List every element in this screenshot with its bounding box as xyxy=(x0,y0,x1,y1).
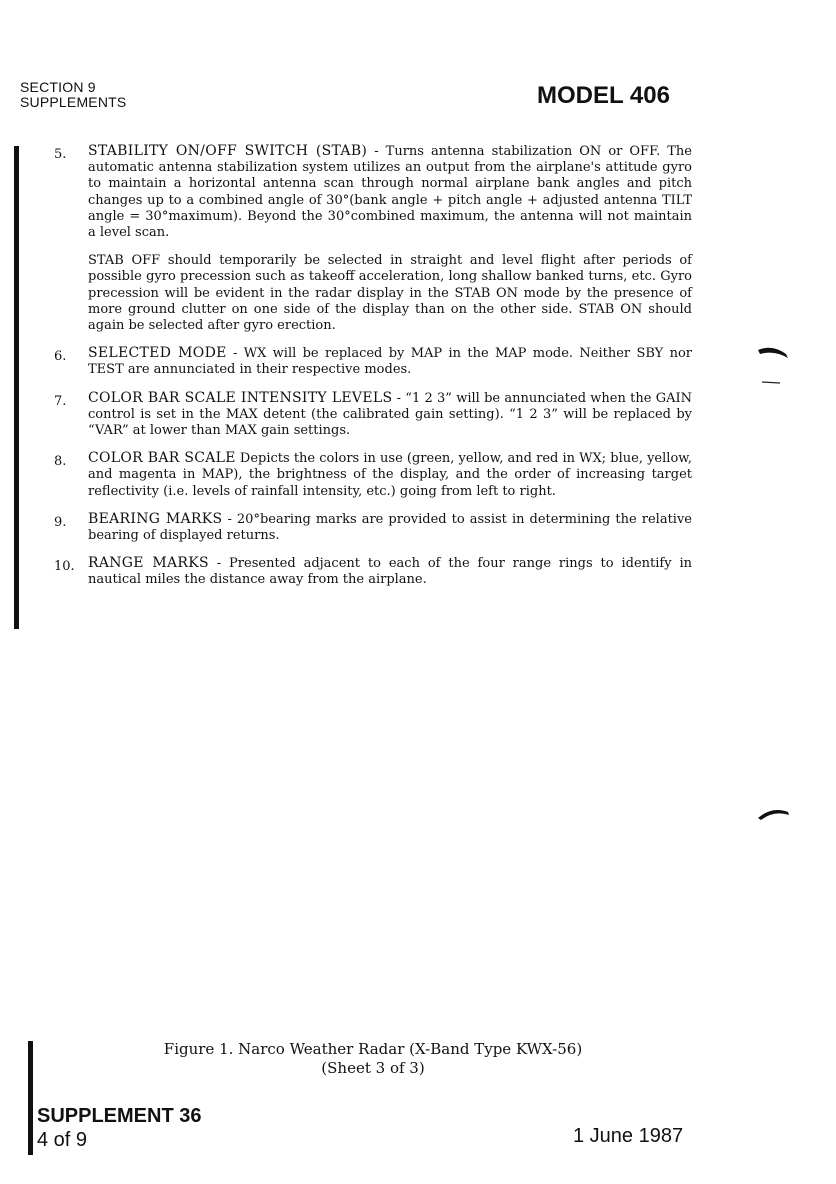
item-number: 8. xyxy=(54,454,67,470)
section-header xyxy=(20,80,126,110)
caption-sheet: (Sheet 3 of 3) xyxy=(321,1059,425,1077)
binder-hole-shadow-icon xyxy=(756,340,796,390)
revision-date: 1 June 1987 xyxy=(573,1125,684,1147)
item-text: - WX will be replaced by MAP in the MAP mode. Neither SBY nor TEST are annunciated in their respective modes. xyxy=(88,346,692,378)
item-title: SELECTED MODE xyxy=(88,345,227,362)
section-label: SECTION 9 xyxy=(20,79,96,95)
item-text: Depicts the colors in use (green, yellow, and red in WX; blue, yellow, and magenta in MAP), the brightness of the display, and the order of increasing target reflectivity (i.e. levels of rainfall intensity, etc.) going from left to right. xyxy=(88,451,692,499)
list-item xyxy=(52,143,692,334)
item-number: 6. xyxy=(54,349,67,365)
supplement-number: SUPPLEMENT 36 xyxy=(37,1105,202,1127)
item-list xyxy=(52,143,692,600)
revision-change-bar xyxy=(28,1041,33,1155)
item-title: STABILITY ON/OFF SWITCH (STAB) xyxy=(88,143,368,159)
caption-title: Figure 1. Narco Weather Radar (X-Band Type KWX-56) xyxy=(163,1040,583,1058)
item-text: - Turns antenna stabilization ON or OFF. The automatic antenna stabilization system utilizes an output from the airplane's attitude gyro to maintain a horizontal antenna scan through normal airplane bank angles and pitch changes up to a combined angle of 30°(bank angle + pitch angle + adjusted antenna TILT angle = 30°maximum). Beyond the 30°combined maximum, the antenna will not maintain a level scan. xyxy=(88,144,692,241)
list-item xyxy=(52,511,692,544)
model-title: MODEL 406 xyxy=(537,82,670,109)
list-item xyxy=(52,390,692,440)
list-item xyxy=(52,450,692,500)
item-title: BEARING MARKS xyxy=(88,510,223,527)
item-text: - 20°bearing marks are provided to assist in determining the relative bearing of displayed returns. xyxy=(88,511,692,544)
item-title: COLOR BAR SCALE xyxy=(88,450,236,467)
revision-change-bar xyxy=(14,146,19,629)
item-number: 7. xyxy=(54,393,67,409)
figure-caption xyxy=(138,1040,608,1078)
item-number: 10. xyxy=(54,559,75,575)
item-text: - “1 2 3” will be annunciated when the GAIN control is set in the MAX detent (the calibrated gain setting). “1 2 3” will be replaced by “VAR” at lower than MAX gain settings. xyxy=(88,390,692,439)
item-text: STAB OFF should temporarily be selected in straight and level flight after periods of possible gyro precession such as takeoff acceleration, long shallow banked turns, etc. Gyro precession will be evident in the radar display in the STAB ON mode by the presence of more ground clutter on one side of the display than on the other side. STAB ON should again be selected after gyro erection. xyxy=(88,253,692,334)
binder-hole-shadow-icon xyxy=(756,800,796,830)
item-number: 9. xyxy=(54,514,67,530)
footer-left xyxy=(37,1104,201,1152)
item-text: - Presented adjacent to each of the four range rings to identify in nautical miles the distance away from the airplane. xyxy=(88,556,693,588)
item-number: 5. xyxy=(54,147,67,162)
list-item xyxy=(52,345,692,378)
page-number: 4 of 9 xyxy=(37,1129,88,1151)
item-title: COLOR BAR SCALE INTENSITY LEVELS xyxy=(88,389,393,406)
list-item xyxy=(52,555,692,588)
subsection-label: SUPPLEMENTS xyxy=(20,94,127,110)
item-title: RANGE MARKS xyxy=(88,555,209,572)
